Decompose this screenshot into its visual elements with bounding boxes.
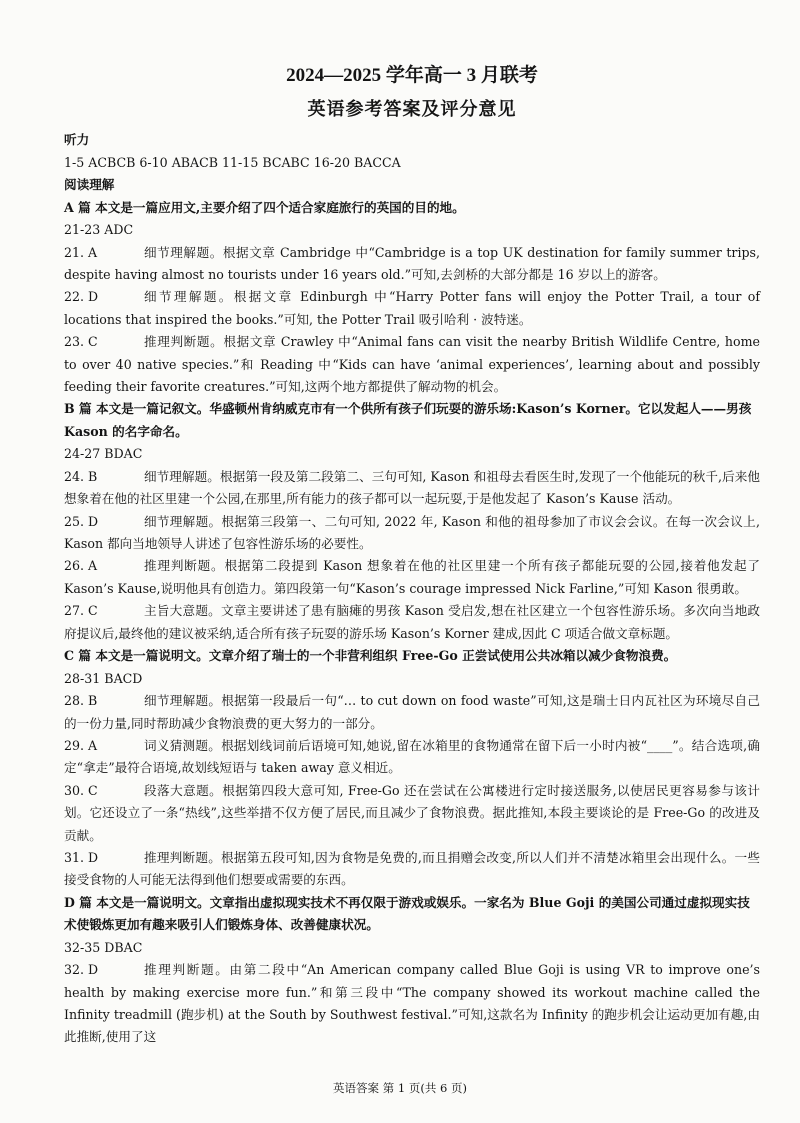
question-explanation-text: 词义猜测题。根据划线词前后语境可知,她说,留在冰箱里的食物通常在留下后一小时内被“____”。结合选项,确定“拿走”最符合语境,故划线短语与 taken away 意义相近。 — [64, 737, 760, 776]
question-explanation-text: 主旨大意题。文章主要讲述了患有脑瘫的男孩 Kason 受启发,想在社区建立一个包容性游乐场。多次向当地政府提议后,最终他的建议被采纳,适合所有孩子玩耍的游乐场 Kason’s Korner 建成,因此 C 项适合做文章标题。 — [64, 603, 760, 641]
question-explanation — [64, 286, 760, 331]
reading-label: 阅读理解 — [64, 177, 115, 192]
section-answers: 21-23 ADC — [64, 222, 134, 237]
question-explanation — [64, 242, 760, 287]
question-explanation-text: 细节理解题。根据第三段第一、二句可知, 2022 年, Kason 和他的祖母参加了市议会会议。在每一次会议上, Kason 都向当地领导人讲述了包容性游乐场的必要性。 — [64, 513, 760, 552]
page-subtitle: 英语参考答案及评分意见 — [307, 99, 517, 120]
question-number-answer: 24. B — [64, 468, 98, 484]
question-number-answer: 28. B — [64, 693, 98, 709]
question-explanation — [64, 959, 760, 1049]
question-number-answer: 30. C — [64, 782, 98, 798]
question-explanation — [64, 511, 760, 556]
question-explanation-text: 细节理解题。根据第一段及第二段第二、三句可知, Kason 和祖母去看医生时,发现了一个他能玩的秋千,后来他想象着在他的社区里建一个公园,在那里,所有能力的孩子都可以一起玩耍,于是他发起了 Kason’s Kause 活动。 — [64, 468, 760, 507]
question-number-answer: 22. D — [64, 289, 99, 305]
question-explanation-text: 细节理解题。根据文章 Cambridge 中“Cambridge is a top UK destination for family summer trips, despite having almost no tourists under 16 years old.”可知,去剑桥的大部分都是 16 岁以上的游客。 — [64, 244, 760, 282]
section-heading: D 篇 本文是一篇说明文。文章指出虚拟现实技术不再仅限于游戏或娱乐。一家名为 Blue Goji 的美国公司通过虚拟现实技术使锻炼更加有趣来吸引人们锻炼身体、改善健康状况。 — [64, 894, 750, 933]
listening-label: 听力 — [64, 132, 90, 147]
question-explanation — [64, 735, 760, 780]
section-answers: 24-27 BDAC — [64, 446, 143, 462]
section-answers: 32-35 DBAC — [64, 939, 143, 955]
question-explanation — [64, 466, 760, 511]
question-explanation — [64, 555, 760, 600]
question-explanation-text: 细节理解题。根据第一段最后一句“… to cut down on food waste”可知,这是瑞士日内瓦社区为环境尽自己的一份力量,同时帮助减少食物浪费的更大努力的一部分。 — [64, 693, 760, 731]
question-number-answer: 29. A — [64, 737, 98, 753]
question-explanation — [64, 600, 760, 645]
question-number-answer: 31. D — [64, 849, 99, 865]
section-heading: C 篇 本文是一篇说明文。文章介绍了瑞士的一个非营利组织 Free-Go 正尝试使用公共冰箱以减少食物浪费。 — [64, 648, 677, 664]
page-footer: 英语答案 第 1 页(共 6 页) — [333, 1081, 467, 1095]
question-number-answer: 25. D — [64, 513, 99, 529]
question-number-answer: 26. A — [64, 558, 98, 574]
question-explanation-text: 推理判断题。根据文章 Crawley 中“Animal fans can visit the nearby British Wildlife Centre, home to over 40 native species.”和 Reading 中“Kids can have ‘animal experiences’, learning about and possibly feeding their favorite creatures.”可知,这两个地方都提供了解动物的机会。 — [64, 334, 760, 394]
question-explanation-text: 细节理解题。根据文章 Edinburgh 中“Harry Potter fans will enjoy the Potter Trail, a tour of locations that inspired the books.”可知, the Potter Trail 吸引哈利 · 波特迷。 — [64, 289, 760, 327]
question-explanation-text: 推理判断题。由第二段中“An American company called Blue Goji is using VR to improve one’s health by making exercise more fun.”和第三段中“The company showed its workout machine called the Infinity treadmill (跑步机) at the South by Southwest festival.”可知,这款名为 Infinity 的跑步机会让运动更加有趣,由此推断,使用了这 — [64, 962, 760, 1045]
question-explanation-text: 推理判断题。根据第二段提到 Kason 想象着在他的社区里建一个所有孩子都能玩耍的公园,接着他发起了 Kason’s Kause,说明他具有创造力。第四段第一句“Kason’s courage impressed Nick Farline,”可知 Kason 很勇敢。 — [64, 558, 760, 596]
question-explanation — [64, 847, 760, 892]
section-answers: 28-31 BACD — [64, 670, 143, 686]
question-explanation — [64, 331, 760, 398]
question-explanation — [64, 780, 760, 847]
page-title: 2024—2025 学年高一 3 月联考 — [286, 65, 538, 86]
section-heading: B 篇 本文是一篇记叙文。华盛顿州肯纳威克市有一个供所有孩子们玩耍的游乐场:Kason’s Korner。它以发起人——男孩 Kason 的名字命名。 — [64, 401, 752, 439]
question-explanation-text: 推理判断题。根据第五段可知,因为食物是免费的,而且捐赠会改变,所以人们并不清楚冰箱里会出现什么。一些接受食物的人可能无法得到他们想要或需要的东西。 — [64, 849, 760, 888]
reading-sections — [64, 197, 760, 1049]
question-number-answer: 21. A — [64, 244, 98, 260]
question-number-answer: 23. C — [64, 334, 98, 350]
question-explanation — [64, 690, 760, 735]
question-explanation-text: 段落大意题。根据第四段大意可知, Free-Go 还在尝试在公寓楼进行定时接送服务,以使居民更容易参与该计划。它还设立了一条“热线”,这些举措不仅方便了居民,而且减少了食物浪费。据此推知,本段主要谈论的是 Free-Go 的改进及贡献。 — [64, 782, 760, 843]
section-heading: A 篇 本文是一篇应用文,主要介绍了四个适合家庭旅行的英国的目的地。 — [64, 199, 465, 215]
question-number-answer: 27. C — [64, 603, 98, 619]
listening-answers: 1-5 ACBCB 6-10 ABACB 11-15 BCABC 16-20 BACCA — [64, 154, 401, 170]
question-number-answer: 32. D — [64, 962, 99, 978]
